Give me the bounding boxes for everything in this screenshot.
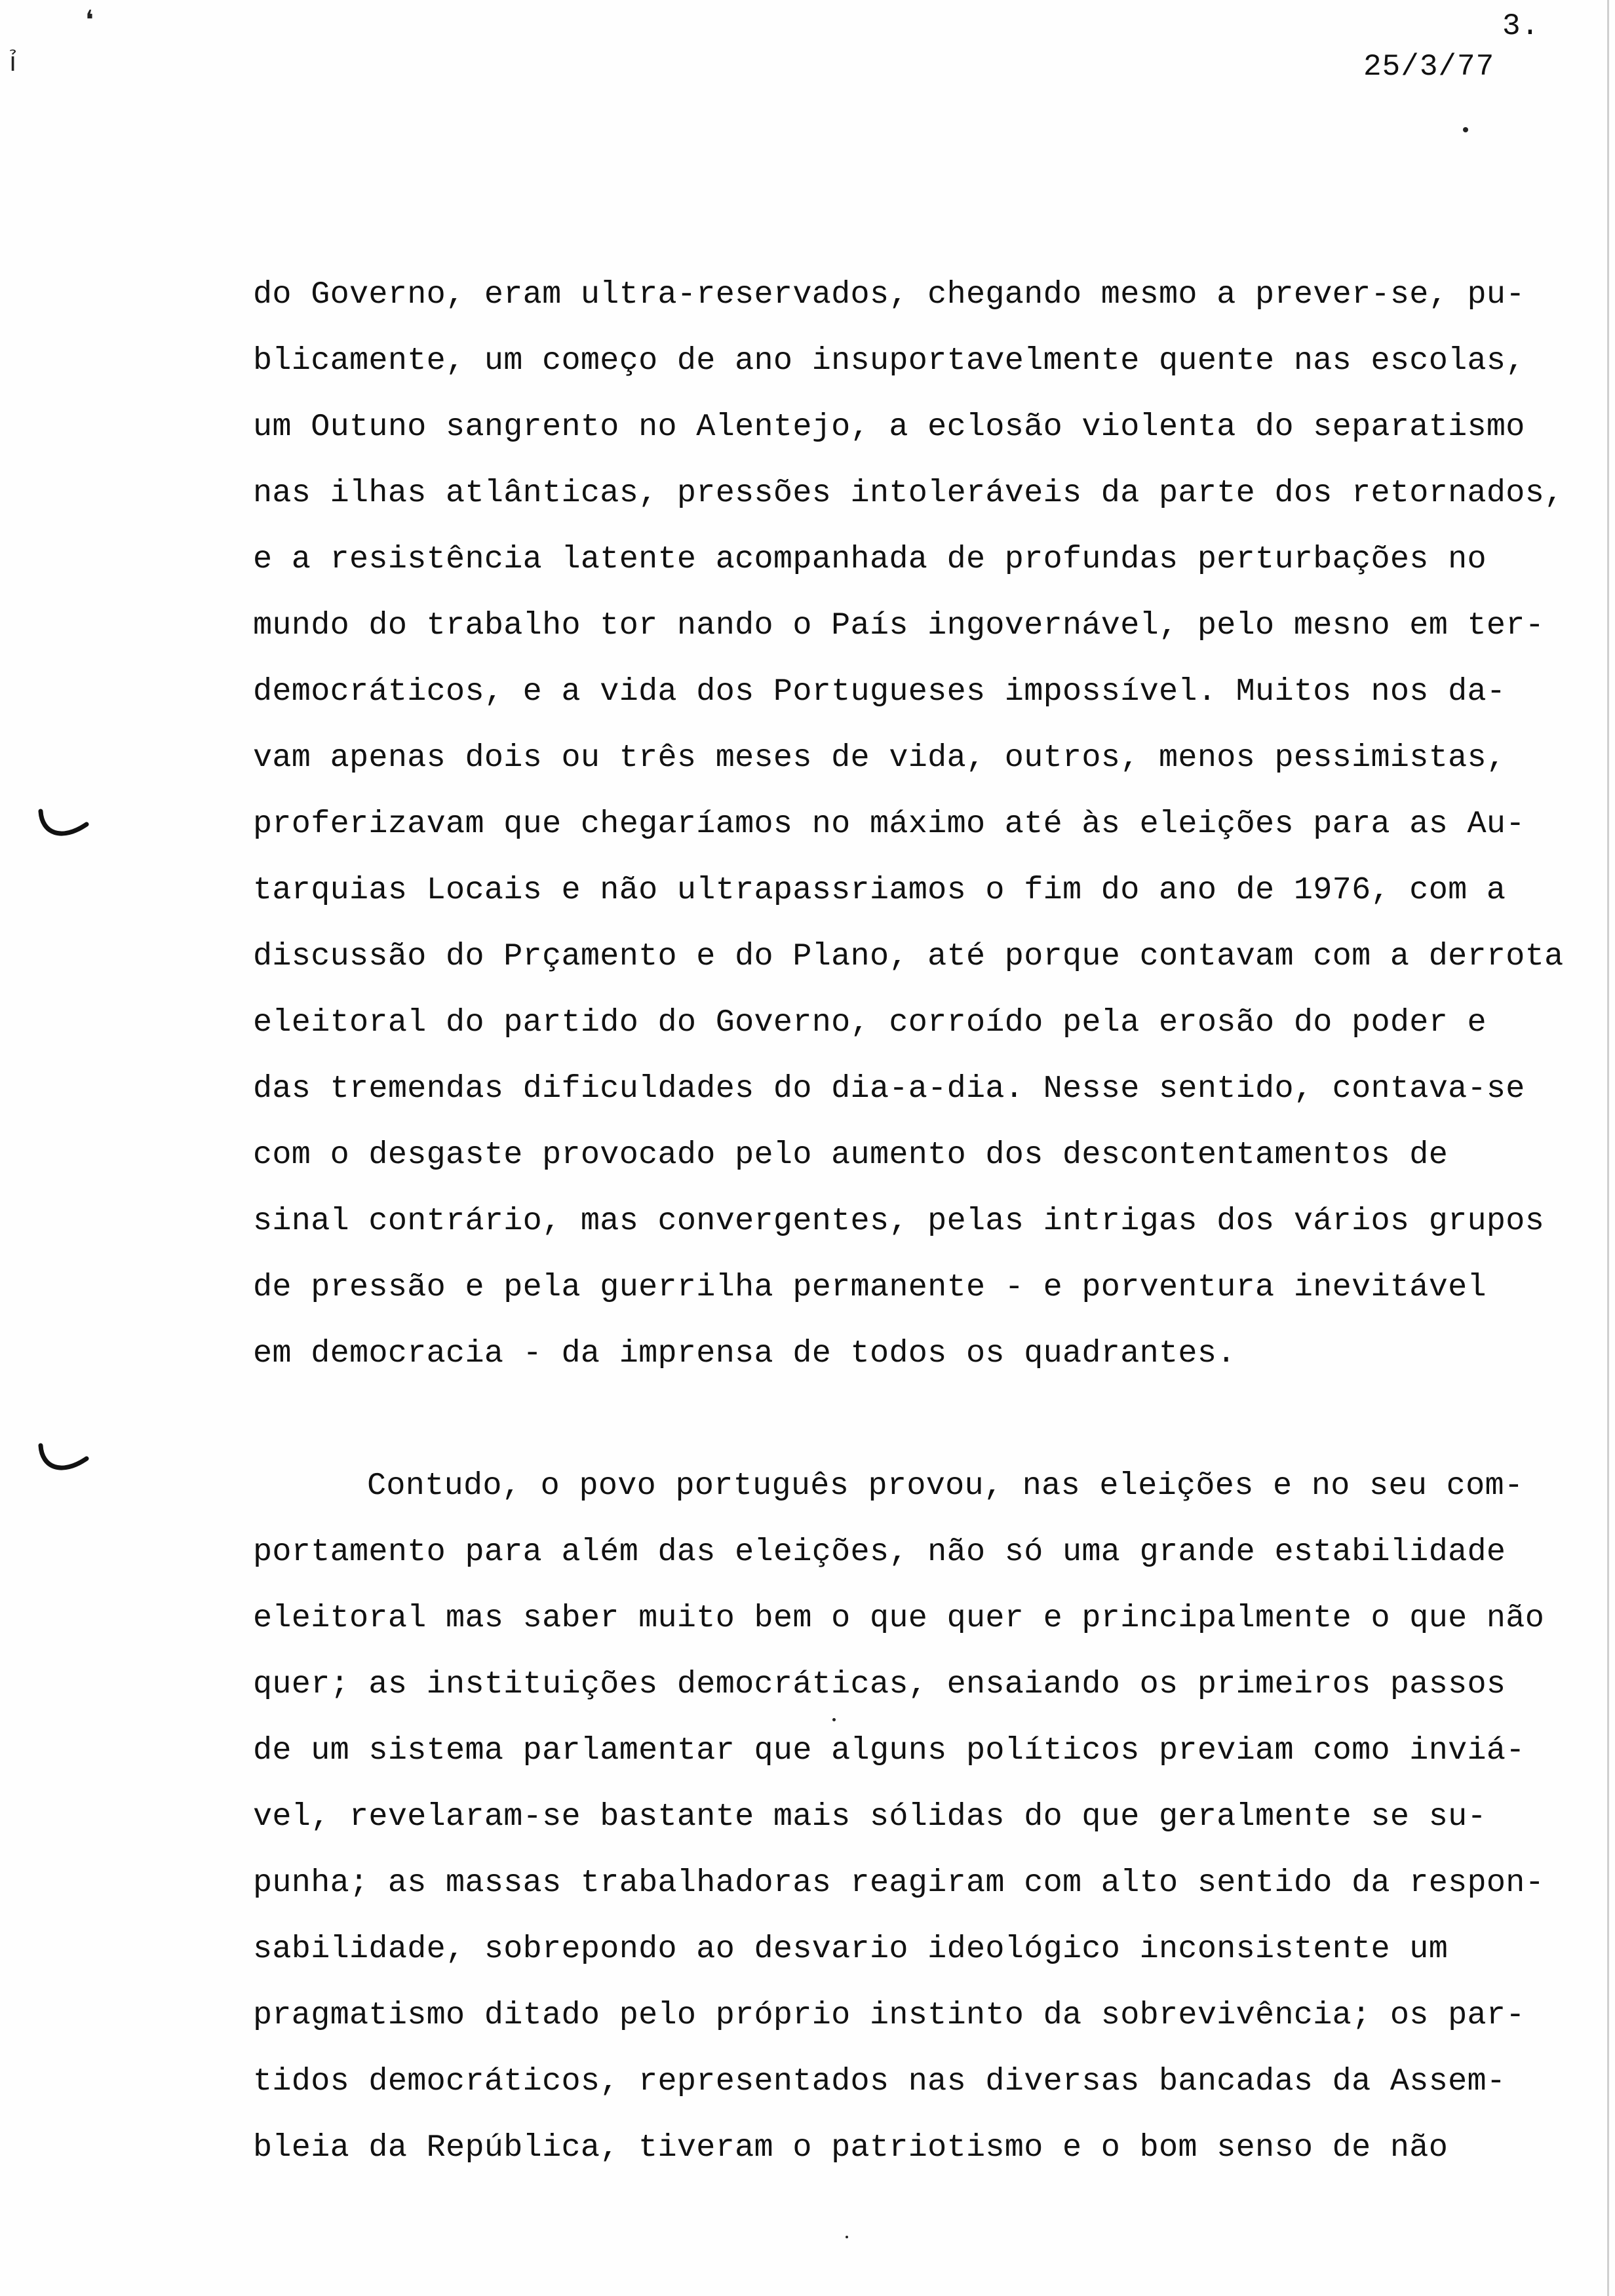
text-line: nas ilhas atlânticas, pressões intoleráveis da parte dos retornados, bbox=[253, 475, 1564, 511]
text-line: em democracia - da imprensa de todos os quadrantes. bbox=[253, 1335, 1236, 1371]
scan-mark-top: ❛ bbox=[85, 5, 94, 35]
text-line: de pressão e pela guerrilha permanente - e porventura inevitável bbox=[253, 1269, 1487, 1305]
text-line: com o desgaste provocado pelo aumento dos descontentamentos de bbox=[253, 1137, 1449, 1173]
page-edge-shadow bbox=[1607, 0, 1609, 2296]
text-line: proferizavam que chegaríamos no máximo até às eleições para as Au- bbox=[253, 806, 1525, 842]
text-line: quer; as instituições democráticas, ensaiando os primeiros passos bbox=[253, 1666, 1506, 1702]
text-line: pragmatismo ditado pelo próprio instinto da sobrevivência; os par- bbox=[253, 1997, 1525, 2033]
text-line: portamento para além das eleições, não só uma grande estabilidade bbox=[253, 1534, 1506, 1570]
text-line: punha; as massas trabalhadoras reagiram com alto sentido da respon- bbox=[253, 1865, 1545, 1901]
text-line: tidos democráticos, representados nas diversas bancadas da Assem- bbox=[253, 2063, 1506, 2099]
text-line: eleitoral mas saber muito bem o que quer e principalmente o que não bbox=[253, 1600, 1545, 1636]
text-line: mundo do trabalho tor nando o País ingovernável, pelo mesno em ter- bbox=[253, 607, 1545, 643]
text-line: do Governo, eram ultra-reservados, chegando mesmo a prever-se, pu- bbox=[253, 277, 1525, 313]
text-line: Contudo, o povo português provou, nas eleições e no seu com- bbox=[367, 1468, 1524, 1504]
scan-speck bbox=[846, 2236, 848, 2238]
text-line: e a resistência latente acompanhada de profundas perturbações no bbox=[253, 541, 1487, 577]
text-line: bleia da República, tiveram o patriotismo e o bom senso de não bbox=[253, 2130, 1449, 2166]
scan-mark-left: ỉ bbox=[9, 47, 17, 77]
text-line: tarquias Locais e não ultrapassriamos o fim do ano de 1976, com a bbox=[253, 872, 1506, 908]
text-line: de um sistema parlamentar que alguns políticos previam como inviá- bbox=[253, 1732, 1525, 1769]
text-line: sinal contrário, mas convergentes, pelas intrigas dos vários grupos bbox=[253, 1203, 1545, 1239]
text-line: democráticos, e a vida dos Portugueses impossível. Muitos nos da- bbox=[253, 674, 1506, 710]
text-line: sabilidade, sobrepondo ao desvario ideológico inconsistente um bbox=[253, 1931, 1449, 1967]
text-line: um Outuno sangrento no Alentejo, a eclosão violenta do separatismo bbox=[253, 409, 1525, 445]
text-line: blicamente, um começo de ano insuportavelmente quente nas escolas, bbox=[253, 343, 1525, 379]
page-number: 3. bbox=[1502, 9, 1540, 43]
text-line: vam apenas dois ou três meses de vida, outros, menos pessimistas, bbox=[253, 740, 1506, 776]
document-date: 25/3/77 bbox=[1363, 50, 1495, 84]
margin-hook-mark-2 bbox=[35, 1442, 90, 1481]
text-line: discussão do Prçamento e do Plano, até porque contavam com a derrota bbox=[253, 938, 1564, 974]
scan-speck bbox=[1463, 127, 1468, 132]
text-line: das tremendas dificuldades do dia-a-dia. Nesse sentido, contava-se bbox=[253, 1071, 1525, 1107]
text-line: vel, revelaram-se bastante mais sólidas do que geralmente se su- bbox=[253, 1799, 1487, 1835]
text-line: eleitoral do partido do Governo, corroído pela erosão do poder e bbox=[253, 1004, 1487, 1041]
margin-hook-mark-1 bbox=[35, 807, 90, 847]
scan-speck bbox=[832, 1718, 836, 1721]
